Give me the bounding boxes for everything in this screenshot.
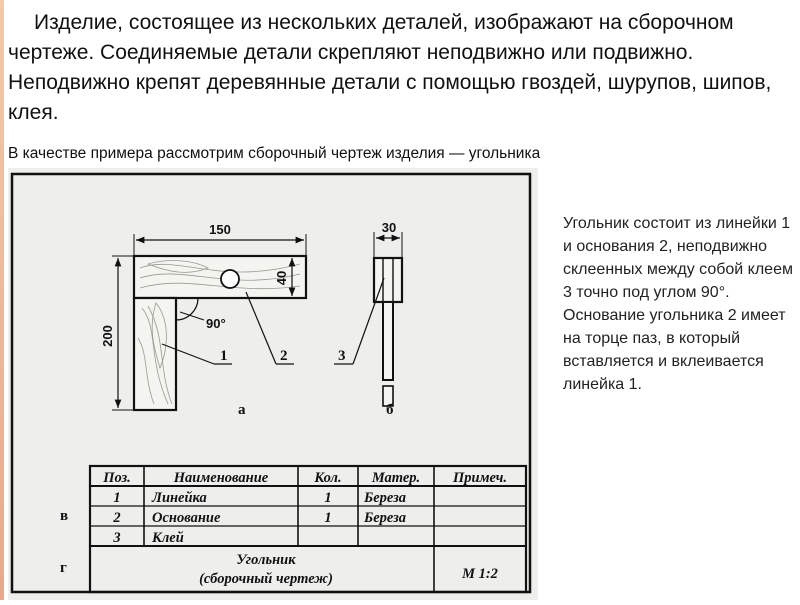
heading-text: Изделие, состоящее из нескольких деталей, изображают на сборочном чертеже. Соединяемые детали скрепляют неподвижно или подвижно. Неподвижно крепят деревянные детали с помощью гвоздей, шурупов, шипов, клея. (8, 11, 772, 124)
assembly-drawing (8, 168, 538, 600)
row2-name: Основание (152, 510, 221, 526)
header-note: Примеч. (452, 470, 508, 486)
row1-name: Линейка (152, 490, 207, 506)
view-a-square (100, 222, 306, 418)
slide-accent-bar (0, 0, 4, 600)
header-material: Матер. (371, 470, 421, 486)
hole-icon (221, 270, 239, 288)
drawing-svg (8, 168, 538, 600)
dim-30-label: 30 (381, 220, 397, 235)
leader-1-label: 1 (220, 348, 228, 364)
description-text: Угольник состоит из линейки 1 и основания 2, неподвижно склеенных между собой клеем 3 точно под углом 90°. Основание угольника 2 имеет на торце паз, в который вставляется и вклеивается линейка 1. (563, 215, 793, 393)
row3-name: Клей (152, 530, 184, 546)
row-g-label: г (60, 560, 67, 576)
dim-200-label: 200 (100, 325, 115, 347)
title-block-scale: М 1:2 (462, 566, 498, 582)
title-block-subtitle: (сборочный чертеж) (199, 571, 333, 587)
angle-label: 90° (206, 316, 226, 331)
header-name: Наименование (173, 470, 269, 486)
row2-material: Береза (364, 510, 407, 526)
header-qty: Кол. (314, 470, 342, 486)
row1-qty: 1 (324, 490, 332, 506)
dim-150-label: 150 (209, 222, 231, 237)
row3-pos: 3 (113, 530, 121, 546)
view-b-label: б (386, 402, 394, 418)
ruler-part (134, 298, 176, 410)
row2-qty: 1 (324, 510, 332, 526)
dim-40-label: 40 (274, 270, 289, 286)
leader-2-label: 2 (280, 348, 288, 364)
example-intro: В качестве примера рассмотрим сборочный чертеж изделия — угольника (8, 145, 541, 162)
header-pos: Поз. (103, 470, 131, 486)
leader-3-label: 3 (338, 348, 346, 364)
table-header-row (102, 470, 507, 486)
profile-ruler (383, 302, 393, 380)
table-row (112, 510, 406, 526)
table-row (112, 530, 183, 546)
view-b-profile (334, 220, 402, 418)
title-block-name: Угольник (236, 552, 296, 568)
table-row (113, 490, 406, 506)
row1-pos: 1 (113, 490, 121, 506)
row2-pos: 2 (113, 510, 121, 526)
view-a-label: а (238, 402, 246, 418)
slide-heading (8, 8, 788, 128)
row1-material: Береза (364, 490, 407, 506)
row-v-label: в (60, 508, 69, 524)
